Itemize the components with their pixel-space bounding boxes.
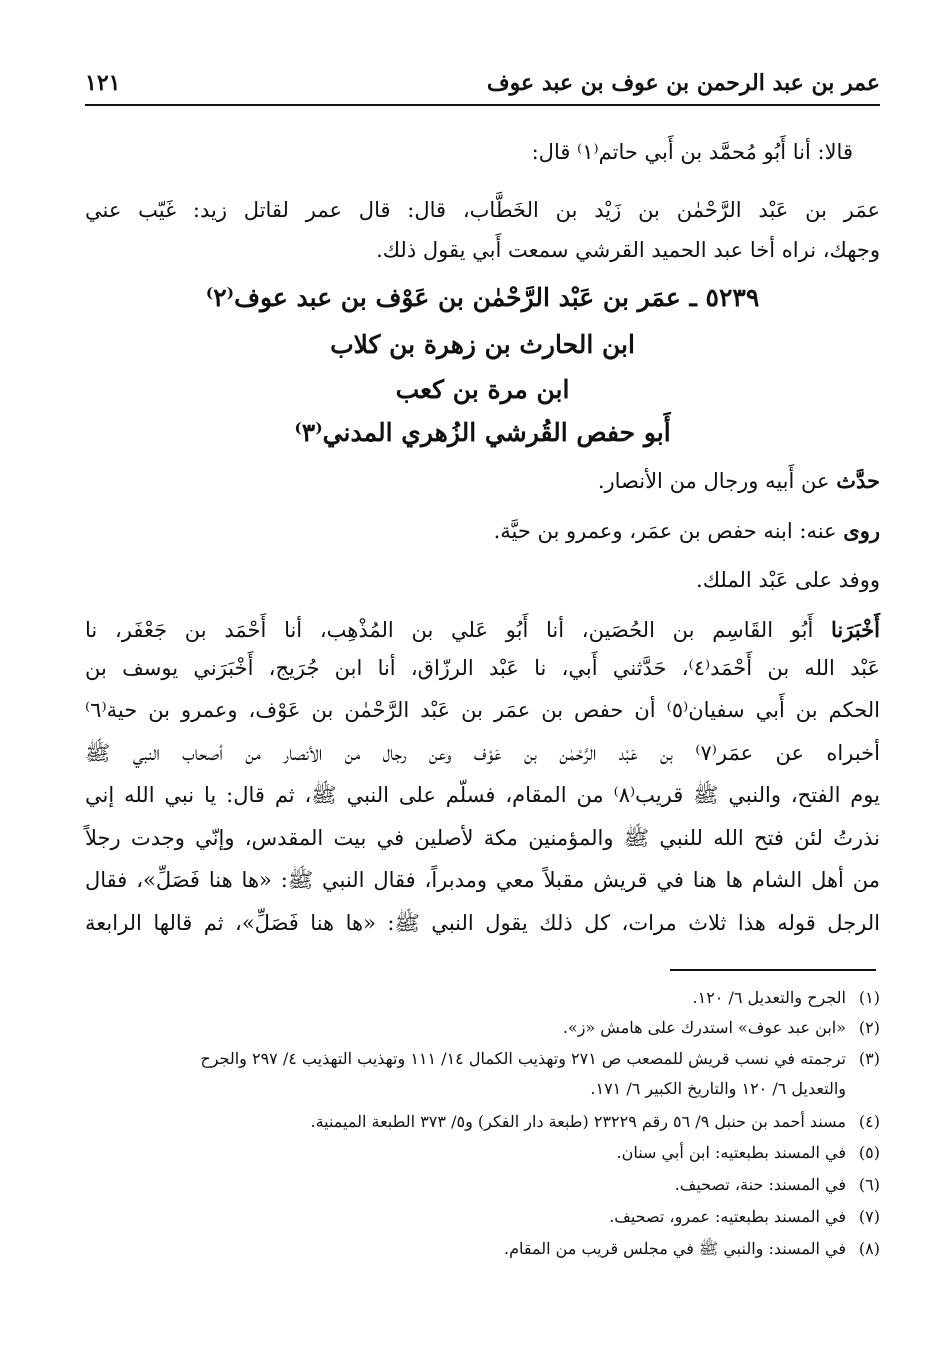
footnote-text: في المسند بطبعتيه: ابن أبي سنان. [616,1143,846,1162]
body-text: أَبُو القَاسِم بن الحُصَين، أنا أَبُو عَلي بن المُذْهِب، أنا أَحْمَد بن جَعْفَر، نا [85,618,832,642]
rawa-text: عنه: ابنه حفص بن عمَر، وعمرو بن حيَّة. [493,519,844,543]
footnote [609,1207,880,1226]
footnote [563,1018,880,1037]
footnote-number: (٢) [858,1018,880,1037]
running-title: عمر بن عبد الرحمن بن عوف بن عبد عوف [486,70,880,96]
footnote [693,988,881,1007]
footnote-rule [670,969,876,971]
footnote [675,1175,880,1194]
body-line: أخبراه عن عمَر⁽٧⁾ بن عَبْد الرَّحْمٰن بن عَوْف وعن رجال من الأنصار من أصحاب النبي ﷺ [85,741,880,765]
entry-heading: أَبو حفص القُرشي الزُهري المدني⁽٣⁾ [294,418,671,447]
footnote [617,1143,881,1162]
footnote-number: (٨) [858,1239,880,1258]
footnote-number: (٧) [858,1207,880,1226]
footnote-number: (٥) [858,1143,880,1162]
hadath-lead: حدَّث [836,468,880,493]
footnote-text: الجرح والتعديل ٦/ ١٢٠. [692,988,846,1007]
footnote-text: في المسند: حنة، تصحيف. [674,1175,846,1194]
footnote-number: (٦) [858,1175,880,1194]
footnote-number: (١) [858,988,880,1007]
page-number: ١٢١ [85,70,121,96]
wafada-line: ووفد على عَبْد الملك. [696,568,880,592]
body-line: من أهل الشام ها هنا في قريش مقبلاً معي ومدبراً، فقال النبي ﷺ: «ها هنا فَصَلِّ»، فقال [85,868,880,892]
footnote-text: ترجمته في نسب قريش للمصعب ص ٢٧١ وتهذيب الكمال ١٤/ ١١١ وتهذيب التهذيب ٤/ ٢٩٧ والجرح [200,1049,846,1068]
footnote-text: في المسند بطبعتيه: عمرو، تصحيف. [609,1207,846,1226]
footnote-text: في المسند: والنبي ﷺ في مجلس قريب من المقام. [504,1239,846,1258]
rawa-lead: روى [843,518,880,543]
entry-heading: ابن الحارث بن زهرة بن كلاب [330,330,635,359]
header-rule [85,104,880,106]
intro-line: وجهك، نراه أخا عبد الحميد القرشي سمعت أَبي يقول ذلك. [376,238,880,262]
footnote [504,1239,880,1262]
footnote-text: «ابن عبد عوف» استدرك على هامش «ز». [562,1018,846,1037]
rawa-line [494,518,880,543]
footnote-text: مسند أحمد بن حنبل ٩/ ٥٦ رقم ٢٣٢٢٩ (طبعة دار الفكر) و٥/ ٣٧٣ الطبعة الميمنية. [310,1112,846,1131]
intro-line: عمَر بن عَبْد الرَّحْمٰن بن زَيْد بن الخَطَّاب، قال: قال عمر لقاتل زيد: غَيّب عني [85,198,880,222]
entry-heading: ابن مرة بن كعب [395,375,570,404]
body-line: الحكم بن أَبي سفيان⁽٥⁾ أن حفص بن عمَر بن عَبْد الرَّحْمٰن بن عَوْف، وعمرو بن حية⁽٦⁾ [85,698,881,722]
footnote [85,1049,880,1068]
akhbarana-lead: أَخْبَرَنا [831,617,880,642]
footnote [310,1112,880,1131]
running-header [85,62,880,102]
hadath-text: عن أَبيه ورجال من الأنصار. [597,469,837,493]
footnote-number: (٤) [858,1112,880,1131]
body-line: عَبْد الله بن أَحْمَد⁽٤⁾، حَدَّثني أَبي، نا عَبْد الرزّاق، أنا ابن جُرَيج، أَخْبَرَني يوسف بن [85,656,880,680]
intro-line: قالا: أنا أَبُو مُحمَّد بن أَبي حاتم⁽١⁾ قال: [531,140,853,164]
footnote-number: (٣) [858,1049,880,1068]
body-line: نذرتُ لئن فتح الله للنبي ﷺ والمؤمنين مكة لأصلين في بيت المقدس، وإنّي وجدت رجلاً [85,826,880,850]
body-line [85,617,880,642]
footnote-continuation: والتعديل ٦/ ١٢٠ والتاريخ الكبير ٦/ ١٧١. [590,1079,846,1098]
hadath-line [598,468,880,493]
entry-heading: ٥٢٣٩ ـ عمَر بن عَبْد الرَّحْمٰن بن عَوْف بن عبد عوف⁽٢⁾ [205,283,760,312]
body-line: يوم الفتح، والنبي ﷺ قريب⁽٨⁾ من المقام، فسلّم على النبي ﷺ، ثم قال: يا نبي الله إني [85,783,880,807]
body-line: الرجل قوله هذا ثلاث مرات، كل ذلك يقول النبي ﷺ: «ها هنا فَصَلِّ»، ثم قالها الرابعة [85,911,880,935]
